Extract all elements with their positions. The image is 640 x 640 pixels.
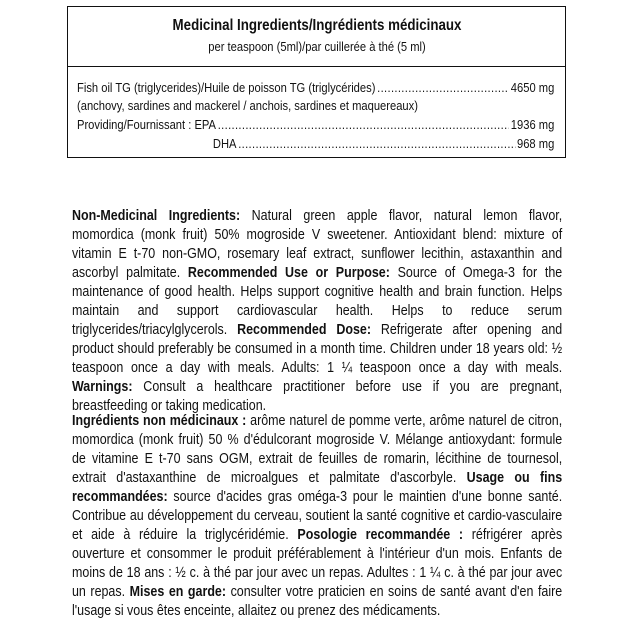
nonmedicinal-text: Natural green apple flavor, natural lemon flavor, momordica (monk fruit) 50% mogroside V sweetener. Antioxidant blend: mixture of vitamin E t-70 non-GMO, rosemary leaf extract, sunflower lecithin, astaxanthin and ascorbyl palmitate.: [72, 208, 563, 281]
mises-en-garde-text: consulter votre praticien en soins de santé avant d'en faire l'usage si vous êtes enceinte, allaitez ou prenez des médicaments.: [72, 584, 563, 619]
ingredients-non-medicinaux-heading: Ingrédients non médicinaux :: [72, 413, 247, 429]
ingredient-label: (anchovy, sardines and mackerel / anchois, sardines et maquereaux): [77, 98, 418, 113]
ingredient-row-fish-oil: [77, 80, 554, 98]
table-title: Medicinal Ingredients/Ingrédients médicinaux: [172, 17, 461, 34]
dot-leader: [218, 117, 509, 132]
english-label-text: [72, 207, 562, 416]
recommended-dose-heading: Recommended Dose:: [237, 322, 371, 338]
ingredients-non-medicinaux-text: arôme naturel de pomme verte, arôme naturel de citron, momordica (monk fruit) 50 % d'édulcorant mogroside V. Mélange antioxydant: formule de vitamine E t-70 sans OGM, extrait de feuilles de romarin, lécithine de tournesol, extrait d'astaxanthine de microalgues et palmitate d'ascorbyle.: [72, 413, 563, 486]
usage-recommande-heading: Usage ou fins recommandées:: [72, 470, 563, 505]
ingredient-label: DHA: [212, 136, 237, 151]
posologie-text: réfrigérer après ouverture et consommer le produit préférablement à l'intérieur d'un mois. Enfants de moins de 18 ans : ½ c. à thé par jour avec un repas. Adultes : 1 ¼ c. à thé par jour avec un repas.: [72, 527, 563, 600]
recommended-use-heading: Recommended Use or Purpose:: [187, 265, 390, 281]
dot-leader: [238, 136, 515, 151]
ingredient-amount: 1936 mg: [510, 117, 555, 132]
ingredient-amount: 4650 mg: [510, 80, 555, 95]
usage-recommande-text: source d'acides gras oméga-3 pour le maintien d'une bonne santé. Contribue au développement du cerveau, soutient la santé cognitive et cardio-vasculaire et aide à réduire la triglycéridémie.: [72, 489, 563, 543]
mises-en-garde-heading: Mises en garde:: [129, 584, 227, 600]
ingredient-amount: 968 mg: [516, 136, 555, 151]
warnings-heading: Warnings:: [72, 379, 133, 395]
ingredient-row-dha: [77, 136, 554, 154]
recommended-dose-text: Refrigerate after opening and product should preferably be consumed in a month time. Children under 18 years old: ½ teaspoon once a day with meals. Adults: 1 ¼ teaspoon once a day with meals.: [72, 322, 563, 376]
ingredient-row-epa: [77, 117, 554, 135]
ingredient-label: Providing/Fournissant : EPA: [77, 117, 216, 132]
french-label-text: [72, 412, 562, 621]
recommended-use-text: Source of Omega-3 for the maintenance of good health. Helps support cognitive health and brain function. Helps maintain and support cardiovascular health. Helps to reduce serum triglycerides/triacylglycerols.: [72, 265, 563, 338]
ingredient-label: Fish oil TG (triglycerides)/Huile de poisson TG (triglycérides): [77, 80, 376, 95]
posologie-heading: Posologie recommandée :: [297, 527, 464, 543]
table-header: [68, 7, 565, 67]
dot-leader: [377, 80, 509, 95]
warnings-text: Consult a healthcare practitioner before use if you are pregnant, breastfeeding or taking medication.: [72, 379, 563, 414]
medicinal-ingredients-table: [67, 6, 566, 158]
table-subtitle: per teaspoon (5ml)/par cuillerée à thé (5 ml): [207, 39, 426, 54]
nonmedicinal-heading: Non-Medicinal Ingredients:: [72, 208, 241, 224]
ingredient-row-source-note: [77, 98, 554, 116]
